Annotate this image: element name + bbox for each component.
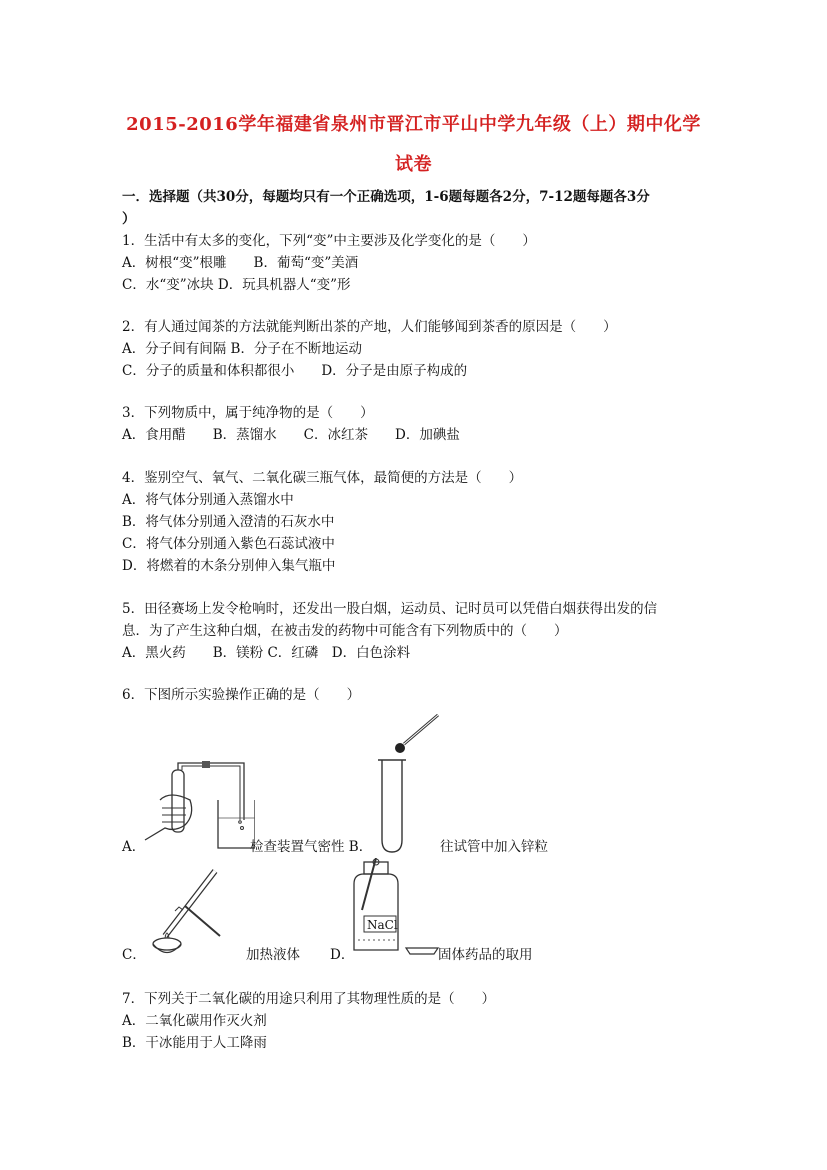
- figure-airtightness-check: [140, 760, 255, 855]
- q7-option-b: B．干冰能用于人工降雨: [122, 1035, 267, 1051]
- q6-a-letter: A．: [122, 839, 146, 855]
- q4-option-d: D．将燃着的木条分别伸入集气瓶中: [122, 558, 336, 574]
- q6-d-letter: D．: [330, 947, 355, 963]
- q4-option-b: B．将气体分别通入澄清的石灰水中: [122, 514, 335, 530]
- q2-options-ab: A．分子间有间隔 B．分子在不断地运动: [122, 341, 362, 357]
- title-line-2: 试卷: [395, 154, 432, 175]
- q5-stem-1: 5．田径赛场上发令枪响时，还发出一股白烟，运动员、记时员可以凭借白烟获得出发的信: [122, 601, 658, 617]
- nacl-label: NaCl: [367, 918, 398, 932]
- figure-zinc-in-test-tube: [370, 712, 442, 857]
- figure-heating-liquid: [145, 866, 225, 956]
- q6-b-caption: 往试管中加入锌粒: [440, 839, 548, 855]
- figure-solid-reagent: [348, 858, 448, 958]
- section-heading: 一．选择题（共30分，每题均只有一个正确选项，1-6题每题各2分，7-12题每题各3分: [122, 189, 650, 205]
- q7-option-a: A．二氧化碳用作灭火剂: [122, 1013, 267, 1029]
- q3-stem: 3．下列物质中，属于纯净物的是（ ）: [122, 405, 374, 421]
- q5-options: A．黑火药 B．镁粉 C．红磷 D．白色涂料: [122, 645, 411, 661]
- q2-options-cd: C．分子的质量和体积都很小 D．分子是由原子构成的: [122, 363, 468, 379]
- q4-option-a: A．将气体分别通入蒸馏水中: [122, 492, 294, 508]
- q4-stem: 4．鉴别空气、氧气、二氧化碳三瓶气体，最简便的方法是（ ）: [122, 470, 523, 486]
- q6-stem: 6．下图所示实验操作正确的是（ ）: [122, 687, 361, 703]
- q6-a-caption: 检查装置气密性 B．: [250, 839, 373, 855]
- q6-d-caption: 固体药品的取用: [438, 947, 533, 963]
- q1-stem: 1．生活中有太多的变化，下列“变”中主要涉及化学变化的是（ ）: [122, 233, 536, 249]
- section-heading-cont: ）: [122, 211, 136, 227]
- q1-options-ab: A．树根“变”根雕 B．葡萄“变”美酒: [122, 255, 359, 271]
- title-line-1: 2015-2016学年福建省泉州市晋江市平山中学九年级（上）期中化学: [126, 114, 701, 135]
- q1-options-cd: C．水“变”冰块 D．玩具机器人“变”形: [122, 277, 351, 293]
- q5-stem-2: 息．为了产生这种白烟，在被击发的药物中可能含有下列物质中的（ ）: [122, 623, 568, 639]
- q2-stem: 2．有人通过闻茶的方法就能判断出茶的产地，人们能够闻到茶香的原因是（ ）: [122, 319, 617, 335]
- q6-c-caption: 加热液体: [246, 947, 300, 963]
- q6-c-letter: C．: [122, 947, 146, 963]
- q4-option-c: C．将气体分别通入紫色石蕊试液中: [122, 536, 335, 552]
- q7-stem: 7．下列关于二氧化碳的用途只利用了其物理性质的是（ ）: [122, 991, 496, 1007]
- q3-options: A．食用醋 B．蒸馏水 C．冰红茶 D．加碘盐: [122, 427, 460, 443]
